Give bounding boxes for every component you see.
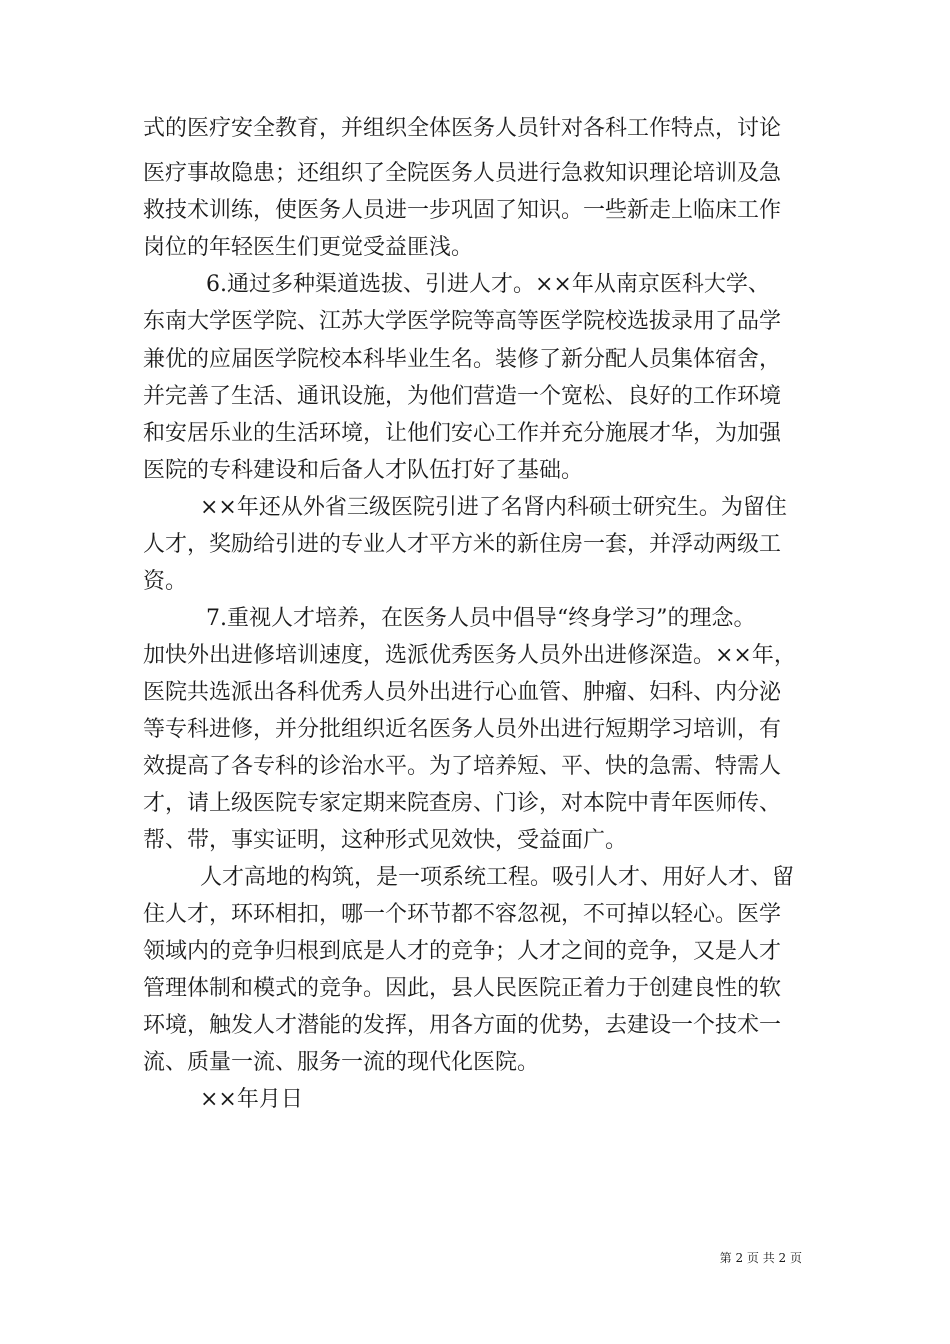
text-line: 7.重视人才培养，在医务人员中倡导“终身学习”的理念。 [206, 606, 756, 631]
text-line: 效提高了各专科的诊治水平。为了培养短、平、快的急需、特需人 [143, 754, 782, 779]
text-line: 人才，奖励给引进的专业人才平方米的新住房一套，并浮动两级工 [143, 532, 782, 557]
text-line: 医院的专科建设和后备人才队伍打好了基础。 [143, 458, 584, 483]
text-line: 环境，触发人才潜能的发挥，用各方面的优势，去建设一个技术一 [143, 1013, 782, 1038]
text-line: 资。 [143, 569, 188, 594]
date-line: ××年月日 [200, 1087, 303, 1112]
page-number: 第 2 页 共 2 页 [719, 1251, 802, 1265]
text-line: 帮、带，事实证明，这种形式见效快，受益面广。 [143, 828, 628, 853]
text-line: 等专科进修，并分批组织近名医务人员外出进行短期学习培训，有 [143, 717, 782, 742]
text-line: 才，请上级医院专家定期来院查房、门诊，对本院中青年医师传、 [143, 791, 782, 816]
text-line: 管理体制和模式的竞争。因此，县人民医院正着力于创建良性的软 [143, 976, 782, 1001]
text-line: 岗位的年轻医生们更觉受益匪浅。 [143, 235, 474, 260]
text-line: 流、质量一流、服务一流的现代化医院。 [143, 1050, 540, 1075]
text-line: 兼优的应届医学院校本科毕业生名。装修了新分配人员集体宿舍， [143, 347, 782, 372]
text-line: 住人才，环环相扣，哪一个环节都不容忽视，不可掉以轻心。医学 [143, 902, 782, 927]
text-line: 式的医疗安全教育，并组织全体医务人员针对各科工作特点，讨论 [143, 116, 782, 141]
text-line: ××年还从外省三级医院引进了名肾内科硕士研究生。为留住 [200, 495, 787, 520]
text-line: 加快外出进修培训速度，选派优秀医务人员外出进修深造。××年， [143, 643, 796, 668]
text-line: 6.通过多种渠道选拔、引进人才。××年从南京医科大学、 [206, 272, 770, 297]
text-line: 东南大学医学院、江苏大学医学院等高等医学院校选拔录用了品学 [143, 309, 782, 334]
text-line: 领域内的竞争归根到底是人才的竞争；人才之间的竞争，又是人才 [143, 939, 782, 964]
text-line: 救技术训练，使医务人员进一步巩固了知识。一些新走上临床工作 [143, 198, 782, 223]
text-line: 医院共选派出各科优秀人员外出进行心血管、肿瘤、妇科、内分泌 [143, 680, 782, 705]
text-line: 和安居乐业的生活环境，让他们安心工作并充分施展才华，为加强 [143, 421, 782, 446]
page-footer [0, 1248, 950, 1268]
text-line: 并完善了生活、通讯设施，为他们营造一个宽松、良好的工作环境 [143, 384, 782, 409]
text-line: 人才高地的构筑，是一项系统工程。吸引人才、用好人才、留 [200, 865, 795, 890]
text-line: 医疗事故隐患；还组织了全院医务人员进行急救知识理论培训及急 [143, 161, 782, 186]
